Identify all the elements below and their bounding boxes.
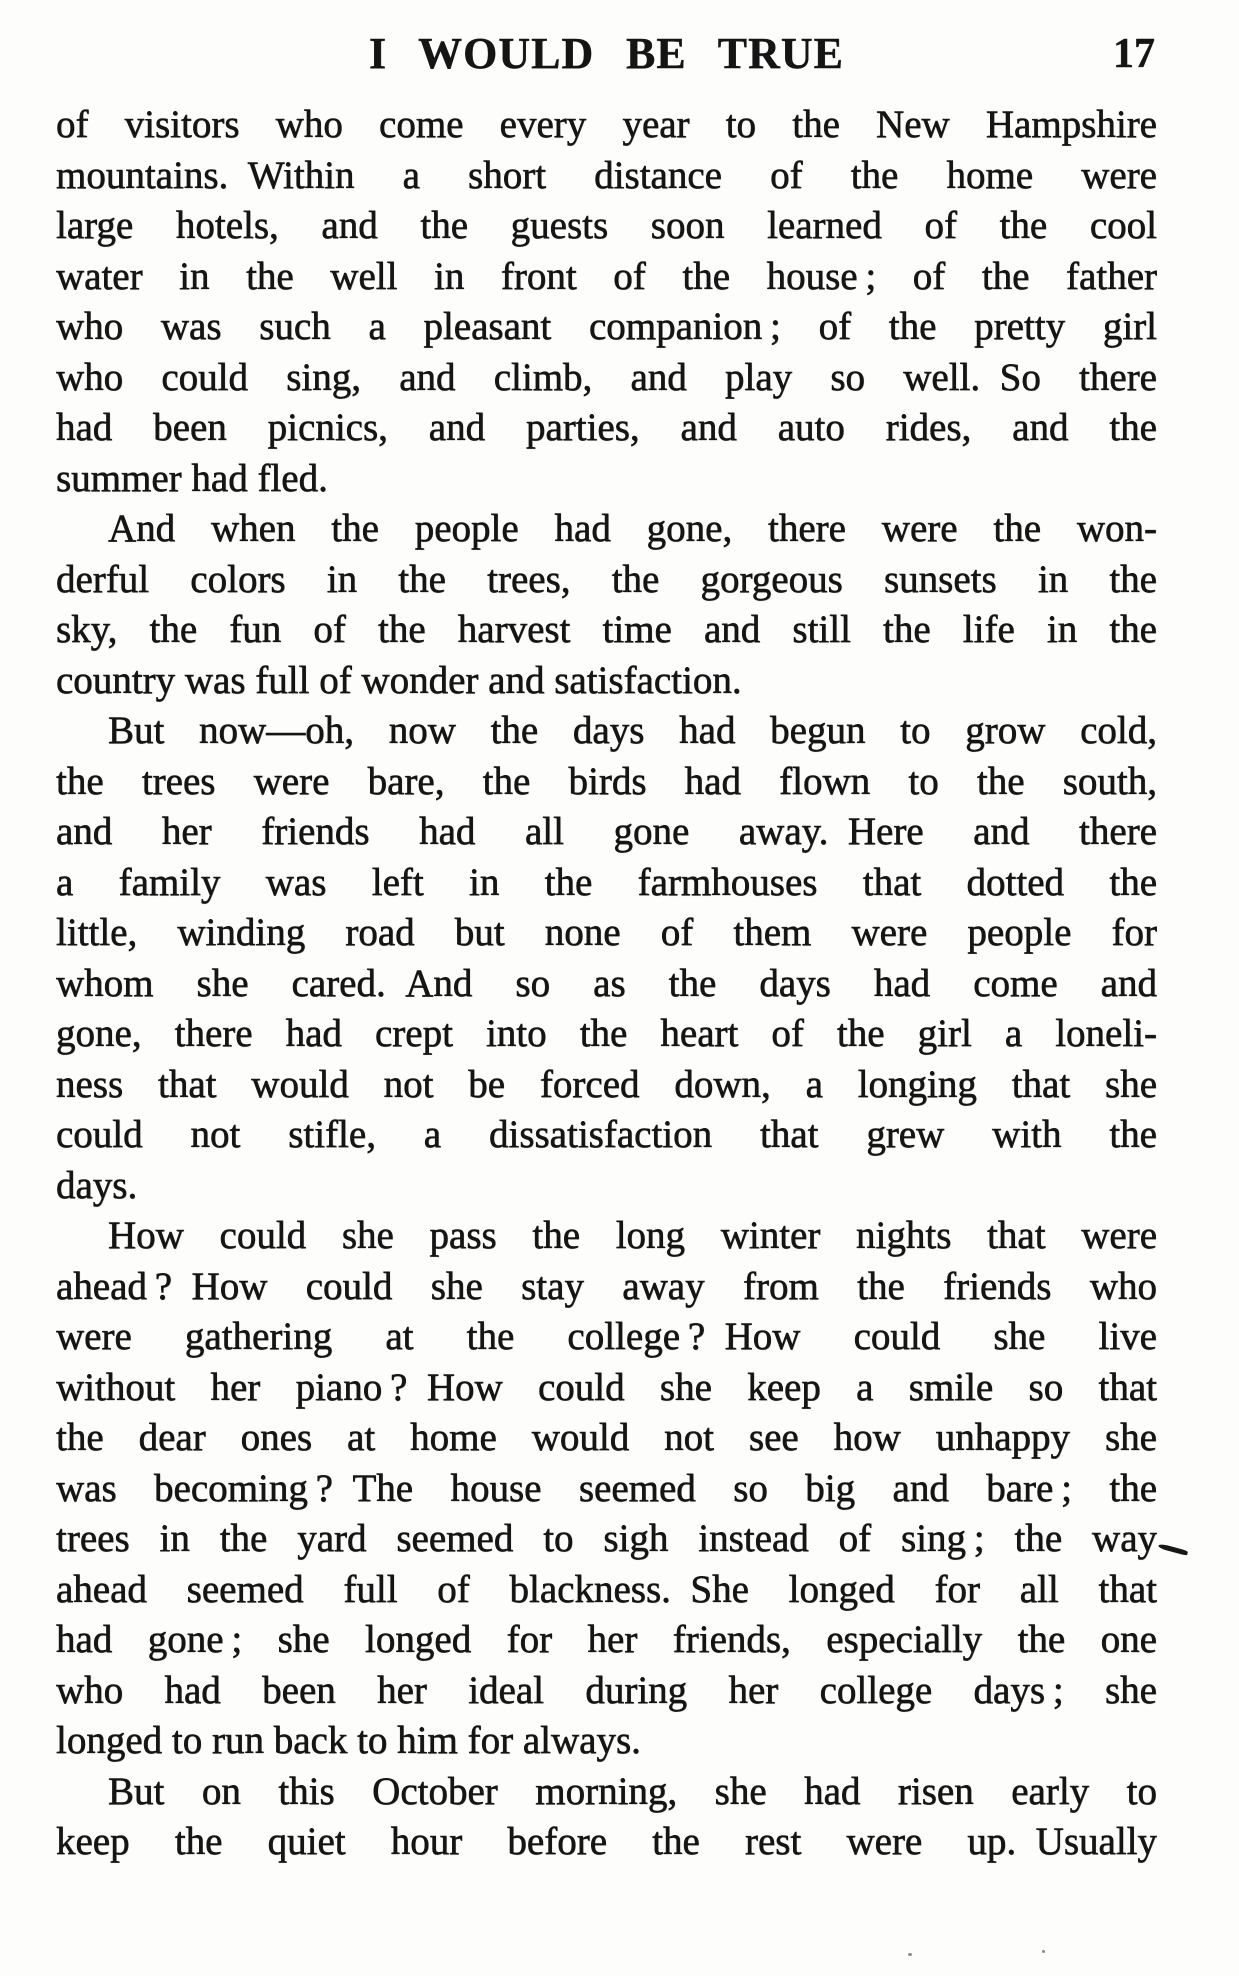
text-line: ahead seemed full of blackness. She longed for all that xyxy=(56,1567,1157,1611)
text-line: whom she cared. And so as the days had come and xyxy=(56,961,1157,1005)
text-line: the dear ones at home would not see how unhappy she xyxy=(56,1416,1157,1459)
text-line: without her piano ? How could she keep a smile so that xyxy=(56,1365,1157,1409)
stray-pen-mark xyxy=(1158,1543,1188,1556)
text-line: ness that would not be forced down, a longing that she xyxy=(56,1062,1157,1106)
text-line: could not stifle, a dissatisfaction that grew with the xyxy=(56,1113,1157,1156)
text-line: the trees were bare, the birds had flown to the south, xyxy=(56,759,1157,803)
text-line: who could sing, and climb, and play so well. So there xyxy=(56,355,1157,399)
text-line: How could she pass the long winter nights that were xyxy=(108,1214,1157,1257)
paragraph xyxy=(56,504,1157,706)
paragraph xyxy=(56,100,1157,504)
paragraph xyxy=(56,706,1157,1211)
text-line: days. xyxy=(56,1163,138,1207)
text-line: a family was left in the farmhouses that dotted the xyxy=(56,860,1157,904)
text-line: who was such a pleasant companion ; of the pretty girl xyxy=(56,305,1157,348)
text-line: But on this October morning, she had risen early to xyxy=(108,1769,1157,1813)
text-line: water in the well in front of the house ; of the father xyxy=(56,254,1157,298)
text-line: and her friends had all gone away. Here and there xyxy=(56,810,1157,853)
text-line: had been picnics, and parties, and auto rides, and the xyxy=(56,406,1157,449)
text-line: little, winding road but none of them were people for xyxy=(56,911,1157,954)
text-line: mountains. Within a short distance of the home were xyxy=(56,153,1157,197)
text-line: country was full of wonder and satisfaction. xyxy=(56,658,742,702)
text-line: was becoming ? The house seemed so big and bare ; the xyxy=(56,1466,1157,1510)
page-number: 17 xyxy=(1113,31,1155,77)
scan-speck xyxy=(1042,1950,1045,1953)
paragraph xyxy=(56,1767,1157,1868)
text-line: were gathering at the college ? How could she live xyxy=(56,1315,1157,1358)
paragraph xyxy=(56,1211,1157,1767)
text-line: summer had fled. xyxy=(56,456,328,500)
text-line: ahead ? How could she stay away from the friends who xyxy=(56,1264,1157,1308)
text-line: who had been her ideal during her college days ; she xyxy=(56,1668,1157,1712)
text-line: sky, the fun of the harvest time and still the life in the xyxy=(56,608,1157,651)
text-line: had gone ; she longed for her friends, especially the one xyxy=(56,1618,1157,1661)
text-line: large hotels, and the guests soon learned of the cool xyxy=(56,204,1157,247)
text-line: keep the quiet hour before the rest were up. Usually xyxy=(56,1820,1157,1863)
scan-speck xyxy=(908,1953,912,1956)
page-body xyxy=(56,100,1157,1868)
text-line: trees in the yard seemed to sigh instead of sing ; the way xyxy=(56,1517,1157,1560)
running-header xyxy=(56,30,1157,78)
text-line: derful colors in the trees, the gorgeous sunsets in the xyxy=(56,557,1157,601)
text-line: But now—oh, now the days had begun to grow cold, xyxy=(108,709,1157,752)
text-line: And when the people had gone, there were the won- xyxy=(108,507,1157,550)
text-line: of visitors who come every year to the New Hampshire xyxy=(56,103,1157,146)
text-line: gone, there had crept into the heart of the girl a loneli- xyxy=(56,1012,1157,1055)
text-line: longed to run back to him for always. xyxy=(56,1719,641,1762)
running-header-title: I WOULD BE TRUE xyxy=(369,29,844,78)
